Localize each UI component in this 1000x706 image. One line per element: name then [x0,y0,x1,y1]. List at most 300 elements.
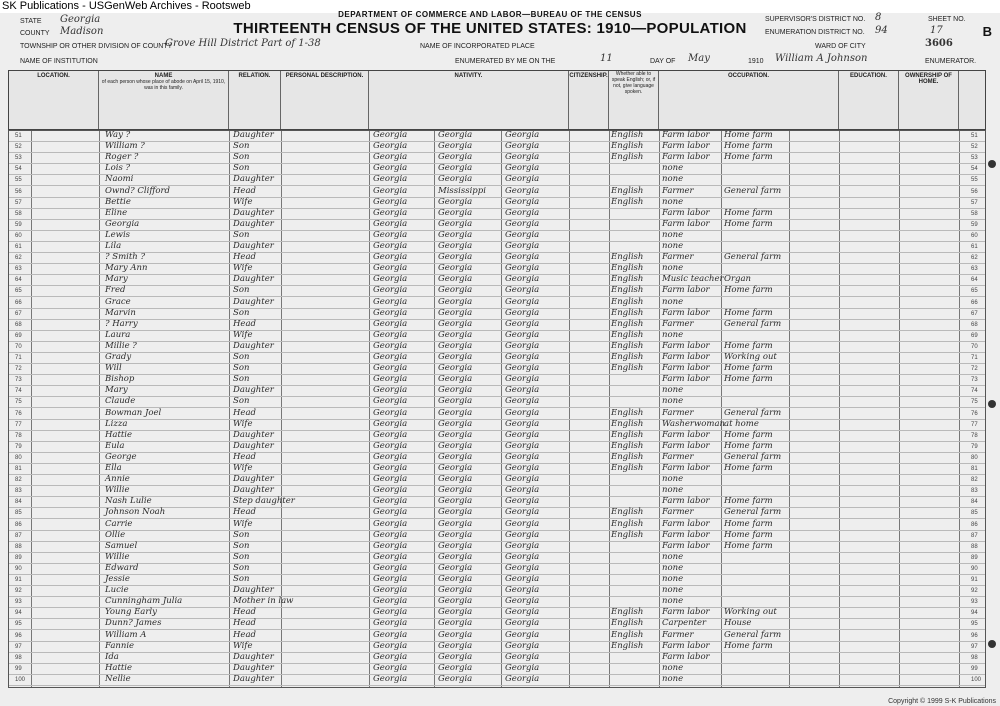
relation: Wife [233,196,253,207]
mother-birthplace: Georgia [505,163,540,174]
relation: Daughter [233,207,274,218]
mother-birthplace: Georgia [505,407,540,418]
industry: Home farm [724,207,773,218]
trade: Farm labor [662,218,710,229]
person-name: Dunn? James [105,618,162,629]
trade: none [662,241,684,251]
relation: Son [233,285,250,296]
year-label: 1910 [748,58,764,65]
trade: none [662,551,684,562]
line-number-right: 98 [971,654,978,661]
line-number-right: 92 [971,588,978,595]
father-birthplace: Georgia [438,274,473,285]
township-value: Grove Hill District Part of 1-38 [165,38,321,49]
relation: Son [233,141,250,152]
language: English [611,629,644,640]
mother-birthplace: Georgia [505,507,540,518]
line-number: 60 [15,232,22,239]
person-name: Lois ? [105,163,131,174]
census-row [9,542,985,553]
birthplace: Georgia [373,163,408,174]
line-number: 57 [15,199,22,206]
father-birthplace: Georgia [438,374,473,385]
census-row [9,198,985,209]
line-number-right: 53 [971,155,978,162]
birthplace: Georgia [373,662,408,673]
mother-birthplace: Georgia [505,396,540,407]
person-name: Ollie [105,529,126,540]
language: English [611,463,644,473]
county-label: COUNTY [20,30,50,37]
sheet-label: SHEET NO. [928,16,966,23]
relation: Son [233,363,250,374]
relation: Head [233,451,256,462]
father-birthplace: Georgia [438,596,473,607]
census-row [9,231,985,242]
person-name: William ? [105,141,145,152]
line-number-right: 51 [971,133,978,139]
relation: Step daughter [233,496,295,507]
col-language: Whether able to speak English; or, if not, give language spoken. [609,71,659,129]
line-number-right: 72 [971,366,978,373]
col-ownership: OWNERSHIP OF HOME. [899,71,959,129]
father-birthplace: Georgia [438,629,473,640]
relation: Son [233,307,250,318]
line-number: 76 [15,410,22,417]
line-number: 63 [15,266,22,273]
department-line: DEPARTMENT OF COMMERCE AND LABOR—BUREAU OF THE CENSUS [338,10,642,19]
trade: none [662,174,684,185]
birthplace: Georgia [373,307,408,318]
line-number: 75 [15,399,22,406]
ed-label: ENUMERATION DISTRICT NO. [765,29,865,36]
industry: Home farm [724,285,773,296]
line-number-right: 74 [971,388,978,395]
census-row [9,275,985,286]
mother-birthplace: Georgia [505,618,540,629]
trade: Farm labor [662,518,710,529]
industry: Home farm [724,496,773,507]
relation: Daughter [233,485,274,496]
line-number: 58 [15,210,22,217]
census-row [9,486,985,497]
line-number-right: 79 [971,443,978,450]
relation: Daughter [233,474,274,485]
birthplace: Georgia [373,496,408,507]
industry: Home farm [724,529,773,540]
col-nativity: NATIVITY. [369,71,569,129]
relation: Wife [233,518,253,529]
father-birthplace: Georgia [438,363,473,374]
mother-birthplace: Georgia [505,551,540,562]
person-name: George [105,451,137,462]
father-birthplace: Georgia [438,651,473,662]
father-birthplace: Georgia [438,440,473,451]
line-number-right: 57 [971,199,978,206]
line-number-right: 91 [971,577,978,583]
binding-hole [988,400,996,408]
father-birthplace: Georgia [438,618,473,629]
line-number: 67 [15,310,22,317]
line-number: 69 [15,332,22,339]
father-birthplace: Georgia [438,662,473,673]
form-heading [230,10,750,37]
father-birthplace: Georgia [438,229,473,240]
census-row [9,653,985,664]
person-name: Bowman Joel [105,407,162,418]
trade: none [662,662,684,673]
census-row [9,286,985,297]
line-number-right: 81 [971,466,978,472]
line-number-right: 87 [971,532,978,539]
incorporated-label: NAME OF INCORPORATED PLACE [420,43,535,50]
father-birthplace: Georgia [438,607,473,618]
birthplace: Georgia [373,651,408,662]
line-number-right: 86 [971,521,978,528]
line-number-right: 82 [971,477,978,484]
line-number: 87 [15,532,22,539]
birthplace: Georgia [373,229,408,240]
enumerated-month: May [688,53,710,64]
trade: none [662,229,684,240]
supervisor-value: 8 [875,12,882,23]
mother-birthplace: Georgia [505,518,540,529]
trade: Farm labor [662,363,710,374]
relation: Son [233,551,250,562]
trade: Farm labor [662,285,710,296]
mother-birthplace: Georgia [505,241,540,251]
birthplace: Georgia [373,463,408,473]
col-occupation: OCCUPATION. [659,71,839,129]
mother-birthplace: Georgia [505,374,540,385]
industry: Home farm [724,463,773,473]
line-number-right: 67 [971,310,978,317]
industry: at home [724,418,759,429]
census-row [9,475,985,486]
relation: Head [233,618,256,629]
relation: Daughter [233,429,274,440]
birthplace: Georgia [373,540,408,551]
birthplace: Georgia [373,574,408,584]
birthplace: Georgia [373,340,408,351]
binding-hole [988,160,996,168]
birthplace: Georgia [373,396,408,407]
line-number-right: 69 [971,332,978,339]
line-number-right: 56 [971,188,978,195]
industry: Home farm [724,374,773,385]
line-number: 78 [15,432,22,439]
birthplace: Georgia [373,374,408,385]
person-name: Eula [105,440,125,451]
person-name: Millie ? [105,340,137,351]
father-birthplace: Georgia [438,329,473,340]
father-birthplace: Mississippi [438,185,486,196]
census-row [9,353,985,364]
mother-birthplace: Georgia [505,629,540,640]
trade: Farm labor [662,340,710,351]
industry: Home farm [724,340,773,351]
mother-birthplace: Georgia [505,585,540,596]
birthplace: Georgia [373,252,408,263]
census-title: THIRTEENTH CENSUS OF THE UNITED STATES: 1910—POPULATION [233,20,747,37]
line-number: 74 [15,388,22,395]
person-name: Laura [105,329,131,340]
person-name: Johnson Noah [105,507,166,518]
industry: General farm [724,507,782,518]
language: English [611,418,644,429]
state-value: Georgia [60,14,101,25]
language: English [611,263,644,274]
birthplace: Georgia [373,507,408,518]
industry: Home farm [724,130,773,140]
trade: Farmer [662,318,694,329]
copyright-notice: Copyright © 1999 S-K Publications [888,698,996,705]
col-line-right [959,71,985,129]
relation: Wife [233,640,253,651]
trade: Farm labor [662,440,710,451]
trade: Farmer [662,252,694,263]
birthplace: Georgia [373,152,408,163]
trade: Music teacher [662,274,724,285]
trade: Farm labor [662,374,710,385]
birthplace: Georgia [373,629,408,640]
language: English [611,130,644,140]
census-row [9,164,985,175]
census-row [9,153,985,164]
census-row [9,619,985,630]
father-birthplace: Georgia [438,340,473,351]
person-name: William A [105,629,147,640]
sheet-letter: B [982,24,992,39]
mother-birthplace: Georgia [505,207,540,218]
industry: Home farm [724,307,773,318]
person-name: Lucie [105,585,129,596]
census-row [9,453,985,464]
father-birthplace: Georgia [438,474,473,485]
relation: Son [233,352,250,362]
line-number-right: 63 [971,266,978,273]
mother-birthplace: Georgia [505,352,540,362]
line-number-right: 93 [971,599,978,606]
birthplace: Georgia [373,407,408,418]
census-row [9,220,985,231]
relation: Son [233,374,250,385]
birthplace: Georgia [373,529,408,540]
trade: Farm labor [662,207,710,218]
person-name: Fred [105,285,126,296]
mother-birthplace: Georgia [505,440,540,451]
father-birthplace: Georgia [438,529,473,540]
mother-birthplace: Georgia [505,363,540,374]
trade: none [662,562,684,573]
birthplace: Georgia [373,451,408,462]
relation: Head [233,507,256,518]
trade: Farm labor [662,307,710,318]
line-number: 85 [15,510,22,517]
trade: none [662,596,684,607]
col-citizenship: CITIZENSHIP. [569,71,609,129]
county-value: Madison [60,26,104,37]
father-birthplace: Georgia [438,207,473,218]
language: English [611,329,644,340]
mother-birthplace: Georgia [505,141,540,152]
line-number: 55 [15,177,22,184]
language: English [611,285,644,296]
relation: Daughter [233,440,274,451]
line-number: 82 [15,477,22,484]
township-label: TOWNSHIP OR OTHER DIVISION OF COUNTY [20,43,173,50]
census-row [9,187,985,198]
birthplace: Georgia [373,196,408,207]
mother-birthplace: Georgia [505,218,540,229]
birthplace: Georgia [373,596,408,607]
census-row [9,631,985,642]
father-birthplace: Georgia [438,218,473,229]
line-number: 72 [15,366,22,373]
birthplace: Georgia [373,318,408,329]
person-name: Lizza [105,418,128,429]
line-number-right: 52 [971,144,978,151]
relation: Wife [233,463,253,473]
person-name: Hattie [105,429,133,440]
person-name: Carrie [105,518,133,529]
person-name: Grace [105,296,131,307]
trade: Farmer [662,629,694,640]
trade: none [662,396,684,407]
person-name: Way ? [105,130,131,140]
language: English [611,407,644,418]
person-name: Bishop [105,374,135,385]
day-of-label: DAY OF [650,58,676,65]
birthplace: Georgia [373,263,408,274]
birthplace: Georgia [373,562,408,573]
trade: Farm labor [662,152,710,163]
mother-birthplace: Georgia [505,329,540,340]
industry: General farm [724,629,782,640]
trade: Farm labor [662,141,710,152]
person-name: Jessie [105,574,130,584]
relation: Son [233,163,250,174]
line-number-right: 61 [971,244,978,250]
birthplace: Georgia [373,640,408,651]
industry: Home farm [724,141,773,152]
father-birthplace: Georgia [438,241,473,251]
mother-birthplace: Georgia [505,285,540,296]
enumerated-day: 11 [600,53,613,64]
industry: Home farm [724,218,773,229]
language: English [611,507,644,518]
relation: Daughter [233,296,274,307]
father-birthplace: Georgia [438,496,473,507]
census-row [9,575,985,586]
trade: none [662,296,684,307]
relation: Son [233,574,250,584]
line-number: 100 [15,676,26,683]
birthplace: Georgia [373,174,408,185]
line-number: 77 [15,421,22,428]
relation: Son [233,540,250,551]
person-name: ? Harry [105,318,138,329]
birthplace: Georgia [373,285,408,296]
trade: Farm labor [662,496,710,507]
person-name: Ida [105,651,119,662]
language: English [611,640,644,651]
mother-birthplace: Georgia [505,307,540,318]
col-name-desc: of each person whose place of abode on April 15, 1910, was in this family. [101,79,226,91]
mother-birthplace: Georgia [505,596,540,607]
relation: Daughter [233,218,274,229]
father-birthplace: Georgia [438,463,473,473]
trade: Farmer [662,507,694,518]
person-name: Georgia [105,218,140,229]
mother-birthplace: Georgia [505,540,540,551]
line-number-right: 58 [971,210,978,217]
trade: none [662,673,684,684]
person-name: Grady [105,352,132,362]
language: English [611,274,644,285]
census-row [9,531,985,542]
line-number: 94 [15,610,22,617]
column-header-band [8,70,986,130]
birthplace: Georgia [373,673,408,684]
person-name: ? Smith ? [105,252,146,263]
person-name: Nellie [105,673,131,684]
industry: General farm [724,252,782,263]
person-name: Nash Lulie [105,496,152,507]
industry: Home farm [724,363,773,374]
census-row [9,131,985,142]
birthplace: Georgia [373,329,408,340]
person-name: Young Early [105,607,157,618]
mother-birthplace: Georgia [505,607,540,618]
line-number: 79 [15,443,22,450]
father-birthplace: Georgia [438,263,473,274]
father-birthplace: Georgia [438,518,473,529]
relation: Head [233,407,256,418]
trade: none [662,385,684,396]
language: English [611,252,644,263]
line-number-right: 99 [971,665,978,672]
industry: General farm [724,451,782,462]
relation: Daughter [233,662,274,673]
person-name: Roger ? [105,152,139,163]
line-number-right: 88 [971,543,978,550]
industry: Working out [724,352,777,362]
person-name: Edward [105,562,139,573]
person-name: Eline [105,207,128,218]
birthplace: Georgia [373,207,408,218]
line-number-right: 70 [971,343,978,350]
relation: Daughter [233,130,274,140]
mother-birthplace: Georgia [505,562,540,573]
person-name: Samuel [105,540,138,551]
line-number-right: 80 [971,454,978,461]
birthplace: Georgia [373,385,408,396]
relation: Daughter [233,174,274,185]
line-number-right: 65 [971,288,978,295]
line-number-right: 55 [971,177,978,184]
mother-birthplace: Georgia [505,252,540,263]
census-row [9,320,985,331]
mother-birthplace: Georgia [505,196,540,207]
line-number-right: 84 [971,499,978,506]
language: English [611,429,644,440]
enumerator-name: William A Johnson [775,53,868,64]
line-number-right: 97 [971,643,978,650]
industry: Home farm [724,640,773,651]
father-birthplace: Georgia [438,285,473,296]
census-row [9,209,985,220]
